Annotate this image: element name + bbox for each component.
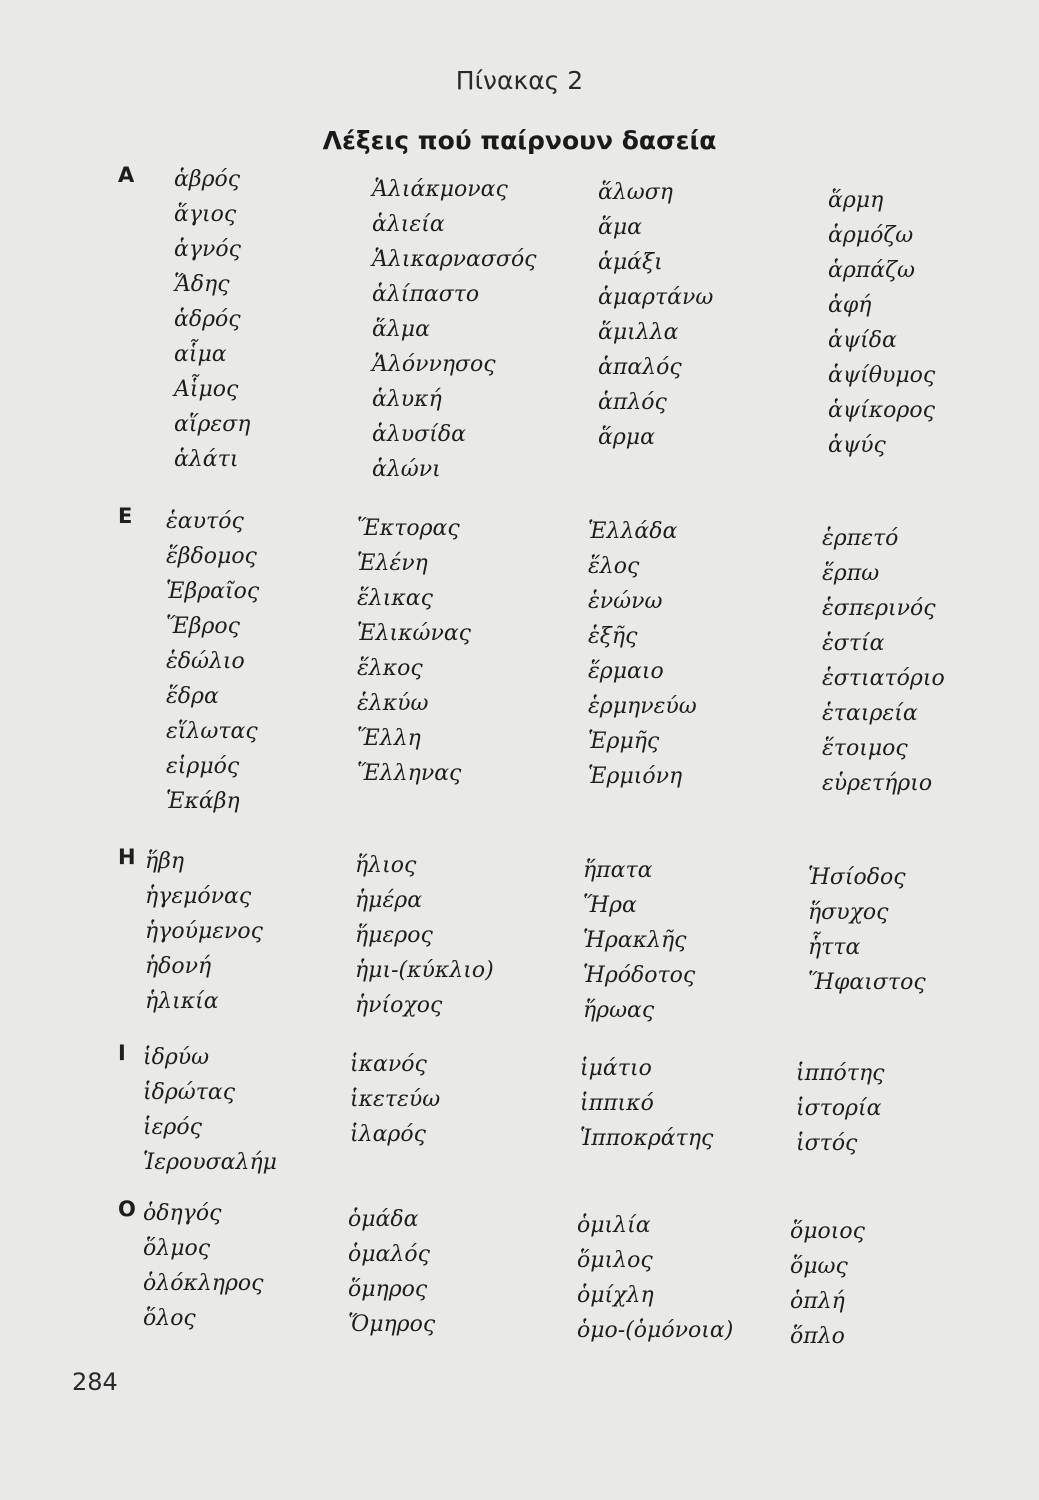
word: ἁμάξι (598, 250, 663, 275)
word: ὅλος (143, 1306, 196, 1331)
word: ἡλικία (145, 989, 219, 1014)
word-column (790, 1214, 865, 1354)
word: ἱππικό (580, 1091, 654, 1116)
word: ἕτοιμος (822, 736, 908, 761)
word: ἑξῆς (588, 624, 638, 649)
word: ἁμαρτάνω (598, 285, 714, 310)
word-column (583, 853, 695, 1028)
word: Ἑλλάδα (588, 519, 678, 544)
word: ὁδηγός (143, 1201, 222, 1226)
word: ἑστία (822, 631, 885, 656)
word: Ἑκάβη (166, 789, 240, 814)
table-label: Πίνακας 2 (455, 66, 584, 95)
word: ἥμερος (355, 923, 433, 948)
word: Ἑρμιόνη (588, 764, 683, 789)
word: ἁφή (828, 293, 872, 318)
word: ἁψίκορος (828, 398, 935, 423)
word: ἅγιος (174, 202, 237, 227)
word: ἅλωση (598, 180, 673, 205)
word-column (580, 1051, 713, 1156)
word: ἑνώνω (588, 589, 663, 614)
word: ἱλαρός (350, 1122, 426, 1147)
word: ὅπλο (790, 1324, 845, 1349)
word: ὅμηρος (348, 1277, 428, 1302)
word: εἵλωτας (166, 719, 258, 744)
word: ὁλόκληρος (143, 1271, 264, 1296)
word: ἱδρώτας (143, 1080, 236, 1105)
word: ἱκετεύω (350, 1087, 441, 1112)
word: ἑλκύω (357, 691, 429, 716)
word: Ἱπποκράτης (580, 1126, 714, 1151)
word: ἱερός (143, 1115, 202, 1140)
word: ἅρμα (598, 425, 655, 450)
word: ἕλικας (357, 586, 433, 611)
word: ἁπαλός (598, 355, 682, 380)
word: Ἑρμῆς (588, 729, 660, 754)
word-column (372, 172, 537, 487)
section-letter: Ε (118, 504, 133, 528)
word: ἑδώλιο (166, 649, 245, 674)
word: ἅμιλλα (598, 320, 679, 345)
word: αἷμα (174, 342, 227, 367)
word: ὁμίχλη (577, 1283, 654, 1308)
word: Ὅμηρος (348, 1312, 436, 1337)
word-column (577, 1208, 733, 1348)
word-column (145, 844, 263, 1019)
word: ἁβρός (174, 167, 241, 192)
word: ὁμαλός (348, 1242, 430, 1267)
word: ἁπλός (598, 390, 667, 415)
word: ἡγούμενος (145, 919, 263, 944)
word: ἱστορία (796, 1096, 882, 1121)
word-column (598, 175, 713, 455)
word: ἑαυτός (166, 509, 244, 534)
word-column (796, 1056, 884, 1161)
section-letter: Ο (118, 1197, 136, 1221)
word: Ἥφαιστος (808, 970, 926, 995)
word: ὅμιλος (577, 1248, 653, 1273)
word: ἱκανός (350, 1052, 427, 1077)
word: ἱμάτιο (580, 1056, 652, 1081)
word: ἕδρα (166, 684, 219, 709)
word: ἥρωας (583, 998, 655, 1023)
word: ἡμι-(κύκλιο) (355, 958, 494, 983)
word: Ἕλληνας (357, 761, 462, 786)
word: Ἑλικώνας (357, 621, 471, 646)
word: Αἷμος (174, 377, 239, 402)
word: ἁψίδα (828, 328, 897, 353)
word: Ἁλιάκμονας (372, 177, 508, 202)
word: ἡνίοχος (355, 993, 443, 1018)
word: ὁμο-(ὁμόνοια) (577, 1318, 734, 1343)
word: Ἅδης (174, 272, 230, 297)
word: ἁρμόζω (828, 223, 914, 248)
word: Ἑλένη (357, 551, 428, 576)
page-number: 284 (72, 1368, 118, 1396)
word: εἱρμός (166, 754, 240, 779)
word: Ἁλικαρνασσός (372, 247, 537, 272)
word-column (355, 848, 494, 1023)
word: ἁγνός (174, 237, 241, 262)
word: ἕλος (588, 554, 640, 579)
word: ἕλκος (357, 656, 423, 681)
word: ἁλυκή (372, 387, 442, 412)
word: ἁλυσίδα (372, 422, 466, 447)
word: ὅμοιος (790, 1219, 865, 1244)
word: ἱππότης (796, 1061, 885, 1086)
word-column (822, 521, 945, 801)
word: ἁλώνι (372, 457, 441, 482)
word-column (808, 860, 926, 1000)
word-column (143, 1196, 263, 1336)
word: Ἱερουσαλήμ (143, 1150, 277, 1175)
word: ἑρπετό (822, 526, 899, 551)
word: Ἡσίοδος (808, 865, 906, 890)
table-title: Λέξεις πού παίρνουν δασεία (322, 126, 717, 155)
word: ἥβη (145, 849, 185, 874)
word: ἡγεμόνας (145, 884, 252, 909)
word: ἕρμαιο (588, 659, 664, 684)
word: ὅμως (790, 1254, 848, 1279)
section-letter: Α (118, 163, 135, 187)
word: Ἡρόδοτος (583, 963, 696, 988)
word-column (348, 1202, 435, 1342)
word: Ἁλόννησος (372, 352, 496, 377)
section-letter: Ι (118, 1041, 126, 1065)
word: ἑταιρεία (822, 701, 918, 726)
word: ἑρμηνεύω (588, 694, 697, 719)
word: Ἕβρος (166, 614, 240, 639)
word: Ἑβραῖος (166, 579, 260, 604)
word: Ἥρα (583, 893, 637, 918)
word-column (828, 183, 935, 463)
word: ἁψύς (828, 433, 886, 458)
word: ὅλμος (143, 1236, 211, 1261)
word-column (174, 162, 250, 477)
word: ἥπατα (583, 858, 653, 883)
word: ἅλμα (372, 317, 430, 342)
word-column (357, 511, 471, 791)
word-column (588, 514, 697, 794)
word: Ἡρακλῆς (583, 928, 687, 953)
word: ἑστιατόριο (822, 666, 945, 691)
word: Ἕκτορας (357, 516, 460, 541)
word: ἧττα (808, 935, 861, 960)
section-letter: Η (118, 845, 136, 869)
word: ἕβδομος (166, 544, 257, 569)
word: ἅρμη (828, 188, 884, 213)
word: αἵρεση (174, 412, 251, 437)
word: ἁλίπαστο (372, 282, 480, 307)
word-column (350, 1047, 440, 1152)
word: ἁλάτι (174, 447, 239, 472)
word: ἑσπερινός (822, 596, 936, 621)
word: ἁρπάζω (828, 258, 915, 283)
word: ἁλιεία (372, 212, 445, 237)
word: εὑρετήριο (822, 771, 933, 796)
word: ἥσυχος (808, 900, 889, 925)
word: ἁψίθυμος (828, 363, 936, 388)
word: ὁμάδα (348, 1207, 419, 1232)
word: ἱδρύω (143, 1045, 210, 1070)
word: ἕρπω (822, 561, 880, 586)
word: ὁπλή (790, 1289, 845, 1314)
word: ἁδρός (174, 307, 241, 332)
word: ἱστός (796, 1131, 858, 1156)
word: Ἕλλη (357, 726, 421, 751)
word: ἡμέρα (355, 888, 423, 913)
word-column (166, 504, 259, 819)
word: ἅμα (598, 215, 643, 240)
word: ὁμιλία (577, 1213, 651, 1238)
word: ἡδονή (145, 954, 212, 979)
word-column (143, 1040, 277, 1180)
word: ἥλιος (355, 853, 417, 878)
